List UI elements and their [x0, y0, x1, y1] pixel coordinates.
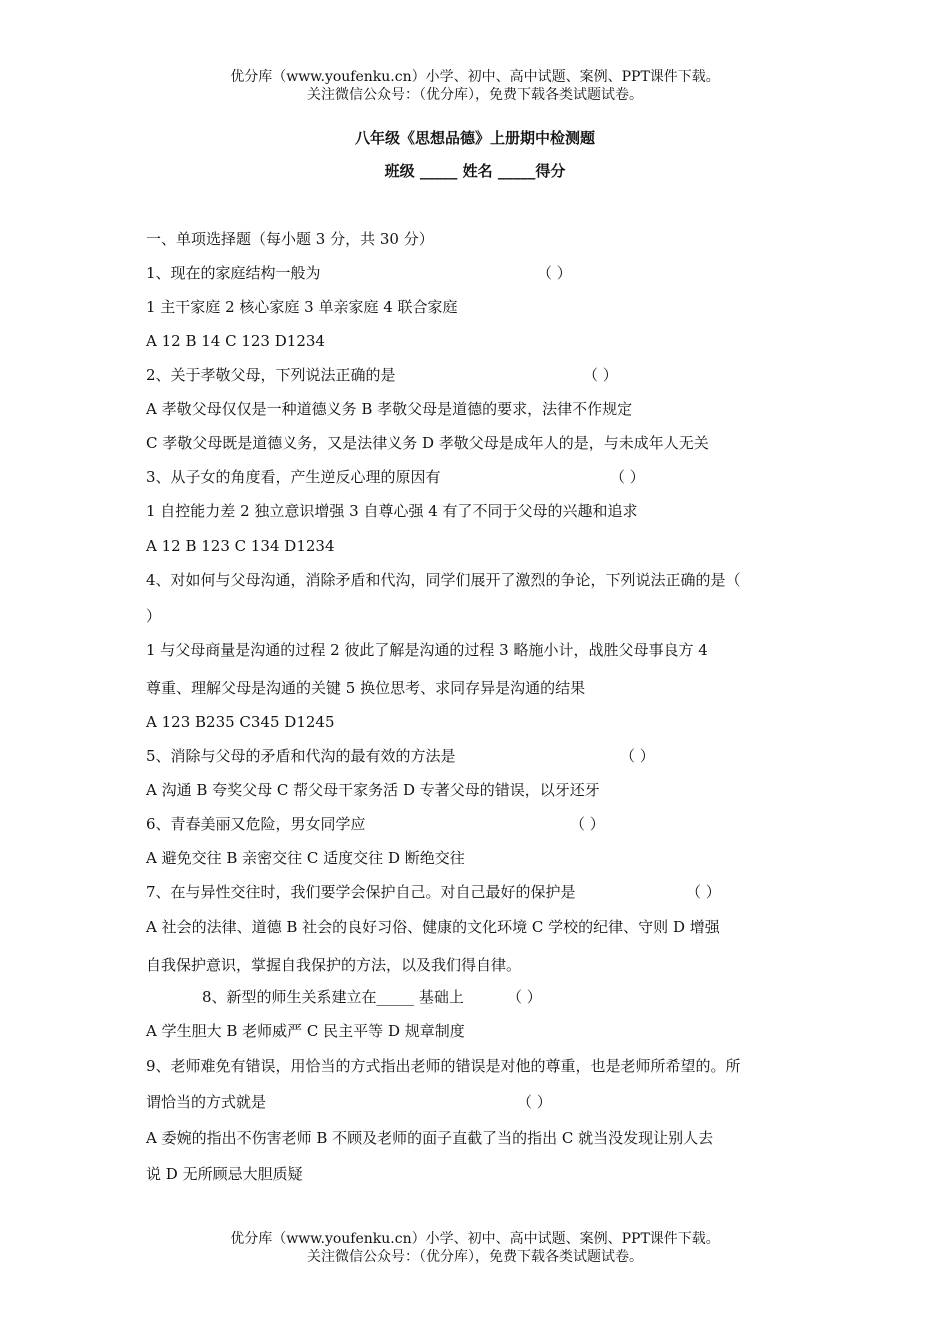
question-1-items: 1 主干家庭 2 核心家庭 3 单亲家庭 4 联合家庭: [146, 298, 458, 316]
question-6-options: A 避免交往 B 亲密交往 C 适度交往 D 断绝交往: [146, 849, 465, 867]
question-5-stem: 5、消除与父母的矛盾和代沟的最有效的方法是: [146, 747, 456, 765]
question-7-options-line-2: 自我保护意识，掌握自我保护的方法，以及我们得自律。: [146, 956, 522, 974]
question-5-answer-paren: （ ）: [620, 747, 655, 765]
question-9-stem-continued: 谓恰当的方式就是: [146, 1093, 267, 1111]
question-1-stem: 1、现在的家庭结构一般为: [146, 264, 321, 282]
question-5-options: A 沟通 B 夸奖父母 C 帮父母干家务活 D 专著父母的错误，以牙还牙: [146, 781, 600, 799]
question-3-items: 1 自控能力差 2 独立意识增强 3 自尊心强 4 有了不同于父母的兴趣和追求: [146, 502, 638, 520]
question-9-options-line-2: 说 D 无所顾忌大胆质疑: [146, 1165, 303, 1183]
footer-line-1: 优分库（www.youfenku.cn）小学、初中、高中试题、案例、PPT课件下载。: [230, 1231, 720, 1247]
question-6-answer-paren: （ ）: [570, 815, 605, 833]
question-9-options-line-1: A 委婉的指出不伤害老师 B 不顾及老师的面子直截了当的指出 C 就当没发现让别人去: [146, 1129, 714, 1147]
question-7-answer-paren: （ ）: [686, 883, 721, 901]
question-3-stem: 3、从子女的角度看，产生逆反心理的原因有: [146, 468, 441, 486]
question-2-stem: 2、关于孝敬父母，下列说法正确的是: [146, 366, 396, 384]
question-3-answer-paren: （ ）: [610, 468, 645, 486]
student-info-line: 班级 _____ 姓名 _____得分: [384, 162, 566, 180]
question-4-items-line-2: 尊重、理解父母是沟通的关键 5 换位思考、求同存异是沟通的结果: [146, 679, 586, 697]
question-4-stem: 4、对如何与父母沟通，消除矛盾和代沟，同学们展开了激烈的争论，下列说法正确的是（: [146, 571, 741, 589]
section-heading: 一、单项选择题（每小题 3 分，共 30 分）: [146, 230, 434, 248]
footer-line-2: 关注微信公众号：（优分库），免费下载各类试题试卷。: [307, 1249, 643, 1265]
question-9-stem: 9、老师难免有错误，用恰当的方式指出老师的错误是对他的尊重，也是老师所希望的。所: [146, 1057, 741, 1075]
question-7-options-line-1: A 社会的法律、道德 B 社会的良好习俗、健康的文化环境 C 学校的纪律、守则 D 增强: [146, 918, 720, 936]
question-3-options: A 12 B 123 C 134 D1234: [146, 537, 335, 555]
header-line-2: 关注微信公众号：（优分库），免费下载各类试题试卷。: [307, 87, 643, 103]
question-8-options: A 学生胆大 B 老师威严 C 民主平等 D 规章制度: [146, 1022, 465, 1040]
question-1-answer-paren: （ ）: [537, 264, 572, 282]
question-2-options-ab: A 孝敬父母仅仅是一种道德义务 B 孝敬父母是道德的要求，法律不作规定: [146, 400, 633, 418]
header-line-1: 优分库（www.youfenku.cn）小学、初中、高中试题、案例、PPT课件下载。: [230, 69, 720, 85]
question-4-items-line-1: 1 与父母商量是沟通的过程 2 彼此了解是沟通的过程 3 略施小计，战胜父母事良方 4: [146, 641, 708, 659]
question-4-options: A 123 B235 C345 D1245: [146, 713, 335, 731]
question-7-stem: 7、在与异性交往时，我们要学会保护自己。对自己最好的保护是: [146, 883, 576, 901]
question-8-stem: 8、新型的师生关系建立在_____ 基础上: [202, 988, 464, 1006]
question-8-answer-paren: （ ）: [507, 988, 542, 1006]
question-6-stem: 6、青春美丽又危险，男女同学应: [146, 815, 366, 833]
question-2-answer-paren: （ ）: [583, 366, 618, 384]
question-9-answer-paren: （ ）: [517, 1093, 552, 1111]
question-1-options: A 12 B 14 C 123 D1234: [146, 332, 325, 350]
question-4-answer-paren: ）: [146, 607, 162, 625]
question-2-options-cd: C 孝敬父母既是道德义务，又是法律义务 D 孝敬父母是成年人的是，与未成年人无关: [146, 434, 709, 452]
document-title: 八年级《思想品德》上册期中检测题: [354, 129, 595, 147]
